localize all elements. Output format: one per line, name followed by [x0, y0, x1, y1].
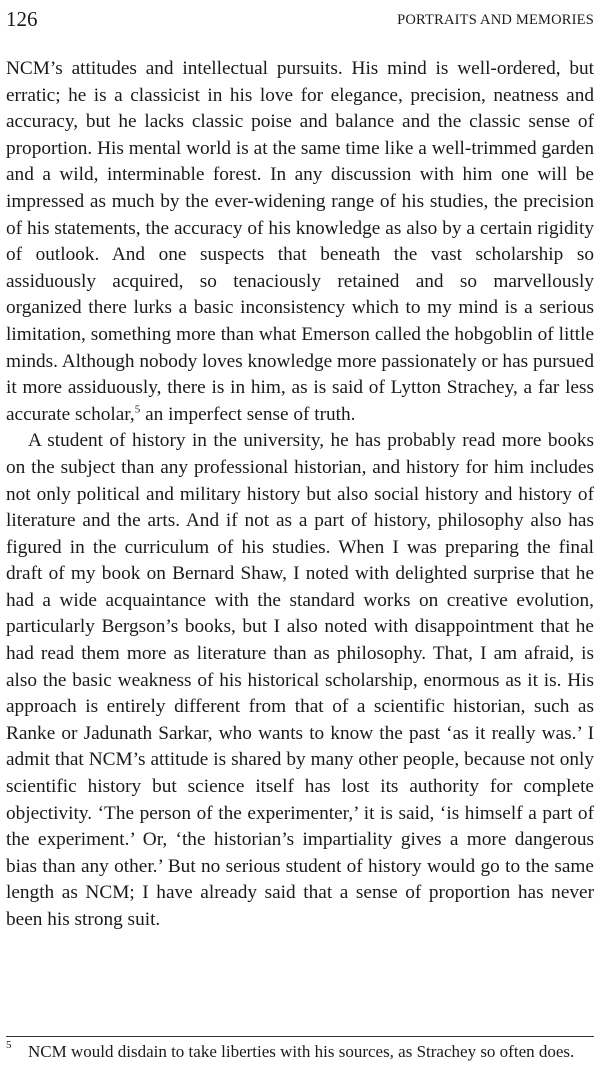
footnote-divider [6, 1036, 594, 1037]
footnote-reference[interactable]: 5 [134, 403, 141, 416]
paragraph-1-text: NCM’s attitudes and intellectual pursuits. His mind is well-ordered, but erratic; he is a classicist in his love for elegance, precision, neatness and accuracy, but he lacks classic poise and balance and the classic sense of proportion. His mental world is at the same time like a well-trimmed garden and a wild, interminable forest. In any discussion with him one will be impressed as much by the ever-widening range of his studies, the precision of his statements, the accuracy of his knowledge as also by a certain rigidity of outlook. And one suspects that beneath the vast scholarship so assiduously acquired, so tenaciously retained and so marvellously organized there lurks a basic inconsistency which to my mind is a serious limitation, something more than what Emerson called the hobgoblin of little minds. Although nobody loves knowledge more passionately or has pursued it more assiduously, there is in him, as is said of Lytton Strachey, a far less accurate scholar, [6, 58, 595, 425]
footnote-mark: 5 [6, 1039, 12, 1051]
footnote-text: NCM would disdain to take liberties with his sources, as Strachey so often does. [28, 1042, 575, 1061]
paragraph-2: A student of history in the university, he has probably read more books on the subject than any professional historian, and history for him includes not only political and military history but also social history and history of literature and the arts. And if not as a part of history, philosophy also has figured in the curriculum of his studies. When I was preparing the final draft of my book on Bernard Shaw, I noted with delighted surprise that he had a wide acquaintance with the standard works on creative evolution, particularly Bergson’s books, but I also noted with disappointment that he had read them more as literature than as philosophy. That, I am afraid, is also the basic weakness of his historical scholarship, enormous as it is. His approach is entirely different from that of a scientific historian, such as Ranke or Jadunath Sarkar, who wants to know the past ‘as it really was.’ I admit that NCM’s attitude is shared by many other people, because not only scientific history but science itself has lost its authority for complete objectivity. ‘The person of the experimenter,’ it is said, ‘is himself a part of the experiment.’ Or, ‘the historian’s impartiality gives a more dangerous bias than any other.’ But no serious student of history would go to the same length as NCM; I have already said that a sense of proportion has never been his strong suit. [6, 430, 594, 930]
body-text [6, 56, 594, 934]
paragraph-1-text-end: an imperfect sense of truth. [140, 403, 356, 425]
paragraph-1 [6, 56, 594, 428]
running-title: PORTRAITS AND MEMORIES [397, 12, 594, 28]
page-number: 126 [6, 7, 38, 31]
running-head [6, 4, 594, 34]
footnote [6, 1040, 594, 1063]
